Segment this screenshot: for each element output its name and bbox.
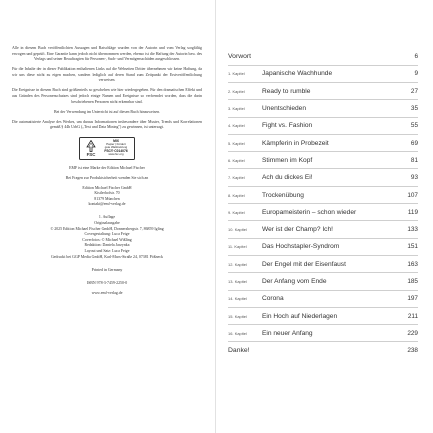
- tree-icon: [85, 140, 97, 152]
- toc-page-number: 69: [410, 139, 418, 147]
- toc-row[interactable]: [228, 186, 418, 203]
- toc-chapter-label: 5. Kapitel: [228, 140, 245, 146]
- toc-page-number: 35: [410, 105, 418, 113]
- publisher-address: Edition Michael Fischer GmbH Kistlerhofstr. 70 81379 München kontakt@emf-verlag.de: [82, 185, 132, 207]
- toc-row[interactable]: [228, 238, 418, 255]
- toc-chapter-label: 11. Kapitel: [228, 244, 247, 250]
- toc-page-number: 151: [407, 243, 418, 251]
- toc-row[interactable]: [228, 134, 418, 151]
- toc-chapter-label: 3. Kapitel: [228, 106, 245, 112]
- toc-page-number: 185: [407, 278, 418, 285]
- toc-chapter-label: 1. Kapitel: [228, 71, 245, 77]
- toc-chapter-label: 10. Kapitel: [228, 227, 247, 233]
- toc-page-number: 119: [407, 208, 418, 216]
- toc-title: Der Anfang vom Ende: [262, 278, 327, 285]
- toc-title: Das Hochstapler-Syndrom: [262, 243, 340, 251]
- imprint-teaching-note: Bei der Verwendung im Unterricht ist auf diesen Buch hinzuweisen.: [53, 109, 161, 114]
- toc-chapter-label: 8. Kapitel: [228, 192, 245, 198]
- toc-chapter-label: 9. Kapitel: [228, 209, 245, 215]
- edition-info: 1. Auflage Originalausgabe © 2025 Edition Michael Fischer GmbH, Donnersbergstr. 7, 86859 Igling Covergestaltung: Luca Feige Coverfotos: © Michael Wißling Redaktion: Daniela Jarzynka Layout und Satz: Luca Feige Gedruckt bei GGP Media GmbH, Karl-Marx-Straße 24, 07381 Pößneck: [50, 215, 164, 259]
- toc-row[interactable]: [228, 100, 418, 117]
- toc-page-number: 107: [407, 191, 418, 199]
- toc-chapter-label: 16. Kapitel: [228, 330, 247, 336]
- toc-title: Ach du dickes Ei!: [262, 174, 313, 182]
- imprint-safety-line: Bei Fragen zur Produktsicherheit wenden Sie sich an: [65, 175, 149, 180]
- toc-title: Kämpferin in Probezeit: [262, 139, 329, 147]
- toc-page: [216, 0, 433, 433]
- printed-in: Printed in Germany: [91, 267, 123, 272]
- toc-page-number: 93: [410, 174, 418, 182]
- toc-chapter-label: 6. Kapitel: [228, 157, 245, 163]
- toc-page-number: 197: [407, 295, 418, 303]
- toc-row[interactable]: [228, 221, 418, 238]
- toc-page-number: 229: [407, 329, 418, 337]
- toc-row[interactable]: [228, 290, 418, 307]
- toc-row[interactable]: [228, 65, 418, 82]
- imprint-page: [0, 0, 216, 433]
- fsc-logo: FSC: [82, 139, 100, 158]
- toc-row[interactable]: [228, 325, 418, 342]
- toc-row[interactable]: [228, 307, 418, 324]
- toc-title: Trockenübung: [262, 191, 304, 199]
- fsc-text: MIX Papier | Fördert gute Waldnutzung FSC® C014076 www.fsc.org: [104, 138, 128, 157]
- toc-page-number: 238: [407, 347, 418, 355]
- toc-chapter-label: 13. Kapitel: [228, 279, 247, 284]
- toc-chapter-label: 7. Kapitel: [228, 175, 245, 181]
- toc-title: Europameisterin – schon wieder: [262, 208, 357, 216]
- toc-row-danke[interactable]: [228, 342, 418, 359]
- imprint-events-note: Die Ereignisse in diesem Buch sind größtenteils so geschehen wie hier wiedergegeben. Für den dramatischen Effekt und aus Gründen des Personenschutzes sind jedoch einige Namen und Ereignisse so verfremdet worden, dass die darin beschriebenen Personen nicht erkennbar sind.: [12, 88, 202, 104]
- imprint-links-note: Für die Inhalte der in dieser Publikation enthaltenen Links auf die Webseiten Dritter übernehmen wir keine Haftung, da wir uns diese nicht zu eigen machen, sondern lediglich auf deren Stand zum Zeitpunkt der Erstveröffentlichung verweisen.: [12, 67, 202, 83]
- imprint-tdm-note: Die automatisierte Analyse des Werkes, um daraus Informationen insbesondere über Muster, Trends und Korrelationen gemäß § 44b UrhG („Text und Data Mining") zu gewinnen, ist untersagt.: [12, 119, 202, 130]
- imprint-brand-line: EMF ist eine Marke der Edition Michael Fischer: [69, 165, 145, 170]
- imprint-block: [12, 46, 202, 301]
- toc-page-number: 133: [407, 226, 418, 234]
- toc-page-number: 9: [414, 70, 418, 78]
- table-of-contents: [228, 48, 418, 359]
- toc-title: Ein neuer Anfang: [262, 329, 313, 337]
- toc-row-vorwort[interactable]: [228, 48, 418, 65]
- imprint-disclaimer: Alle in diesem Buch veröffentlichten Aussagen und Ratschläge wurden von der Autorin und vom Verlag sorgfältig erwogen und geprüft. Eine Garantie kann jedoch nicht übernommen werden, ebenso ist die Haftung der Autorin bzw. des Verlags und seiner Beauftragten für Personen-, Sach- und Vermögensschäden ausgeschlossen.: [12, 46, 202, 62]
- publisher-website: www.emf-verlag.de: [91, 290, 123, 295]
- toc-page-number: 163: [407, 260, 418, 268]
- toc-title: Wer ist der Champ? Ich!: [262, 226, 333, 234]
- toc-title: Danke!: [228, 347, 250, 355]
- toc-title: Fight vs. Fashion: [262, 122, 313, 130]
- contact-email: kontakt@emf-verlag.de: [88, 202, 126, 207]
- toc-chapter-label: 15. Kapitel: [228, 313, 247, 319]
- toc-page-number: 81: [410, 156, 418, 164]
- toc-title: Corona: [262, 295, 284, 303]
- toc-title: Japanische Wachhunde: [262, 70, 333, 78]
- toc-page-number: 6: [414, 53, 418, 61]
- fsc-label: [12, 137, 202, 160]
- toc-title: Ein Hoch auf Niederlagen: [262, 312, 338, 320]
- isbn: ISBN 978-3-7459-2250-0: [86, 280, 128, 285]
- toc-page-number: 211: [407, 312, 418, 320]
- toc-chapter-label: 12. Kapitel: [228, 261, 247, 267]
- toc-row[interactable]: [228, 273, 418, 290]
- toc-chapter-label: 2. Kapitel: [228, 88, 245, 94]
- toc-title: Ready to rumble: [262, 87, 311, 95]
- toc-row[interactable]: [228, 169, 418, 186]
- toc-page-number: 27: [410, 87, 418, 95]
- toc-title: Stimmen im Kopf: [262, 156, 313, 164]
- toc-title: Vorwort: [228, 53, 252, 61]
- toc-row[interactable]: [228, 204, 418, 221]
- toc-row[interactable]: [228, 256, 418, 273]
- toc-chapter-label: 4. Kapitel: [228, 123, 245, 129]
- toc-title: Unentschieden: [262, 105, 306, 113]
- toc-row[interactable]: [228, 83, 418, 100]
- toc-chapter-label: 14. Kapitel: [228, 296, 247, 302]
- toc-title: Der Engel mit der Eisenfaust: [262, 260, 346, 268]
- toc-row[interactable]: [228, 117, 418, 134]
- toc-row[interactable]: [228, 152, 418, 169]
- toc-page-number: 55: [410, 122, 418, 130]
